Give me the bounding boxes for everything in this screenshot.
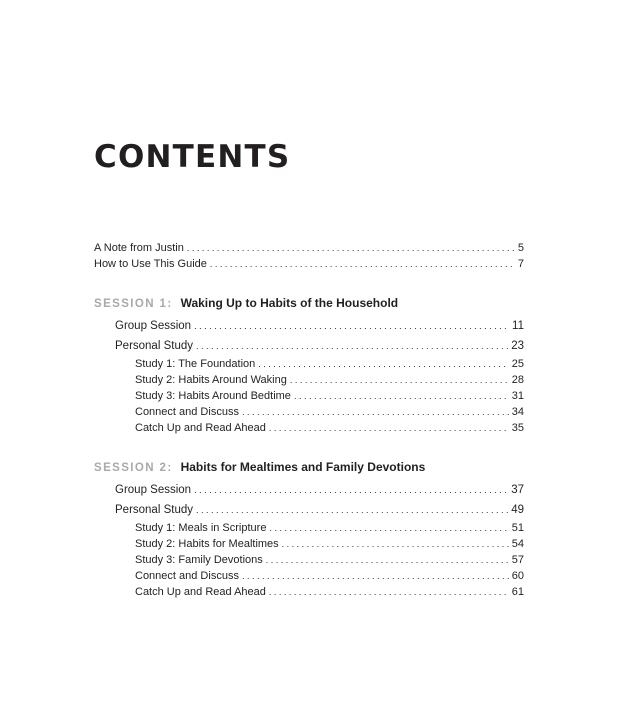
- toc-entry-label: Catch Up and Read Ahead: [135, 586, 266, 598]
- toc-entry-page: 37: [511, 484, 524, 496]
- toc-entry-label: Group Session: [115, 320, 192, 332]
- toc-entry-label: Group Session: [115, 484, 192, 496]
- session-number: SESSION 2:: [94, 462, 173, 474]
- session-number: SESSION 1:: [94, 298, 173, 310]
- dot-leader: [290, 372, 509, 388]
- toc-entry-page: 49: [511, 504, 524, 516]
- toc-entry-study[interactable]: [94, 420, 524, 436]
- toc-entry-page: 51: [511, 522, 524, 534]
- toc-entry-study[interactable]: [94, 388, 524, 404]
- dot-leader: [242, 568, 509, 584]
- toc-entry-page: 5: [517, 242, 524, 254]
- toc-entry-personal-study[interactable]: [94, 336, 524, 356]
- toc-entry-study[interactable]: [94, 372, 524, 388]
- table-of-contents: [94, 240, 524, 600]
- toc-entry-study[interactable]: [94, 552, 524, 568]
- dot-leader: [210, 256, 515, 272]
- toc-entry-page: 11: [512, 320, 524, 332]
- toc-entry-label: Catch Up and Read Ahead: [135, 422, 266, 434]
- toc-entry-page: 61: [511, 586, 524, 598]
- toc-entry-label: Study 1: Meals in Scripture: [135, 522, 267, 534]
- dot-leader: [187, 240, 515, 256]
- toc-entry-study[interactable]: [94, 404, 524, 420]
- dot-leader: [266, 552, 509, 568]
- toc-entry-group-session[interactable]: [94, 480, 524, 500]
- toc-entry-page: 25: [511, 358, 524, 370]
- toc-entry-label: Personal Study: [115, 340, 193, 352]
- toc-entry-label: Study 3: Family Devotions: [135, 554, 263, 566]
- toc-entry-study[interactable]: [94, 584, 524, 600]
- dot-leader: [282, 536, 509, 552]
- toc-entry-personal-study[interactable]: [94, 500, 524, 520]
- toc-entry-label: Connect and Discuss: [135, 406, 239, 418]
- dot-leader: [242, 404, 509, 420]
- toc-entry-page: 34: [511, 406, 524, 418]
- toc-entry-page: 54: [511, 538, 524, 550]
- toc-entry-page: 28: [511, 374, 524, 386]
- toc-entry-study[interactable]: [94, 356, 524, 372]
- toc-entry-study[interactable]: [94, 568, 524, 584]
- toc-entry-study[interactable]: [94, 536, 524, 552]
- dot-leader: [269, 584, 509, 600]
- toc-entry-page: 35: [511, 422, 524, 434]
- toc-entry-page: 60: [511, 570, 524, 582]
- toc-entry[interactable]: [94, 240, 524, 256]
- session-title: Habits for Mealtimes and Family Devotions: [180, 460, 426, 474]
- dot-leader: [269, 520, 508, 536]
- toc-entry-label: Study 2: Habits for Mealtimes: [135, 538, 279, 550]
- dot-leader: [294, 388, 509, 404]
- dot-leader: [196, 336, 508, 356]
- toc-entry-label: How to Use This Guide: [94, 258, 207, 270]
- dot-leader: [269, 420, 509, 436]
- dot-leader: [258, 356, 508, 372]
- toc-entry-label: Study 2: Habits Around Waking: [135, 374, 287, 386]
- toc-entry-page: 31: [511, 390, 524, 402]
- toc-entry-study[interactable]: [94, 520, 524, 536]
- toc-entry-label: Personal Study: [115, 504, 193, 516]
- toc-entry-label: Study 1: The Foundation: [135, 358, 256, 370]
- toc-entry-group-session[interactable]: [94, 316, 524, 336]
- toc-entry-page: 23: [511, 340, 524, 352]
- session-heading: [94, 458, 524, 476]
- toc-entry-label: A Note from Justin: [94, 242, 184, 254]
- dot-leader: [194, 480, 508, 500]
- dot-leader: [194, 316, 509, 336]
- toc-entry-page: 7: [517, 258, 524, 270]
- toc-entry[interactable]: [94, 256, 524, 272]
- session-heading: [94, 294, 524, 312]
- toc-entry-label: Connect and Discuss: [135, 570, 239, 582]
- page-title: CONTENTS: [94, 139, 291, 175]
- toc-entry-label: Study 3: Habits Around Bedtime: [135, 390, 291, 402]
- session-title: Waking Up to Habits of the Household: [180, 296, 399, 310]
- dot-leader: [196, 500, 508, 520]
- toc-entry-page: 57: [511, 554, 524, 566]
